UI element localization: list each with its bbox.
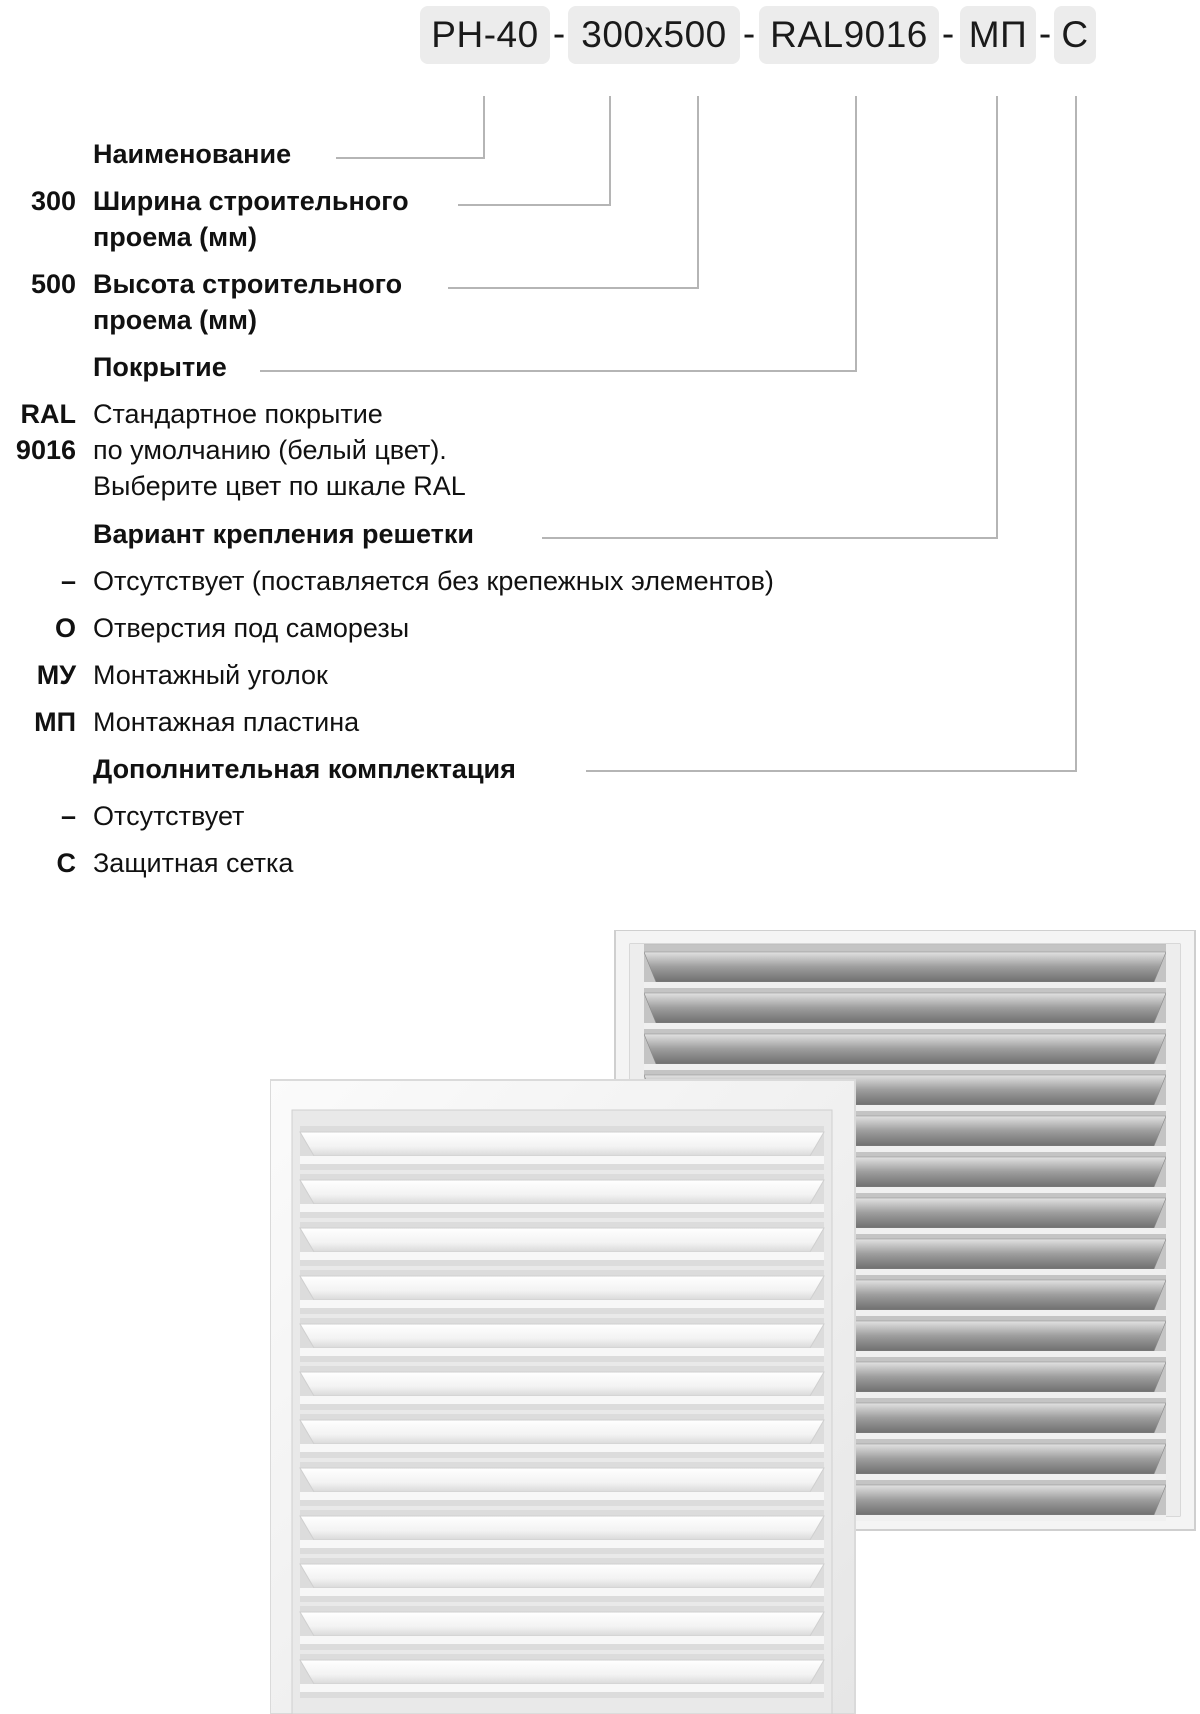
front-slat [300,1132,824,1156]
code-segment-name: РН-40 [420,6,550,64]
front-slat [300,1420,824,1444]
legend-code: – [60,566,76,596]
front-grille [270,1080,855,1714]
code-segment-extra: С [1054,6,1096,64]
front-slat [300,1516,824,1540]
code-segment-mount: МП [960,6,1036,64]
legend-code: С [56,848,76,878]
front-slat-lip [300,1684,824,1692]
code-separator: - [552,13,566,54]
front-slat [300,1180,824,1204]
legend-heading: Дополнительная комплектация [93,751,526,787]
back-slat [644,993,1166,1023]
legend-code: – [60,801,76,831]
code-segment-coating: RAL9016 [759,6,939,64]
front-slat-lip [300,1444,824,1452]
legend-heading: Вариант крепления решетки [93,516,484,552]
front-slat [300,1276,824,1300]
front-slat-lip [300,1636,824,1644]
front-slat-lip [300,1396,824,1404]
front-slat [300,1612,824,1636]
front-slat [300,1468,824,1492]
legend-code: RAL 9016 [15,399,76,465]
product-code [0,2,1200,64]
leader-line-name [336,96,484,158]
back-slat [644,952,1166,982]
back-slat [644,1034,1166,1064]
legend-code: МП [34,707,76,737]
front-slat [300,1228,824,1252]
product-photo [270,930,1200,1714]
legend-description: Защитная сетка [93,848,294,878]
code-separator: - [742,13,756,54]
front-slat [300,1324,824,1348]
front-slat-lip [300,1252,824,1260]
front-slat-lip [300,1588,824,1596]
legend-description: Монтажная пластина [93,707,360,737]
leader-line-mount [542,96,997,538]
legend-description: Отсутствует [93,801,245,831]
legend-heading: Покрытие [93,349,237,385]
back-slat-edge [644,1023,1166,1029]
front-slat-lip [300,1540,824,1548]
front-slat-lip [300,1300,824,1308]
code-separator: - [941,13,955,54]
front-slat-lip [300,1348,824,1356]
legend-description: Стандартное покрытие по умолчанию (белый цвет). Выберите цвет по шкале RAL [93,399,466,501]
code-segment-size: 300x500 [568,6,740,64]
front-slat [300,1372,824,1396]
front-slat-lip [300,1492,824,1500]
front-slat-lip [300,1204,824,1212]
legend-heading: Ширина строительного проема (мм) [93,183,419,255]
legend-description: Отсутствует (поставляется без крепежных элементов) [93,566,774,596]
legend-code: 300 [30,186,76,216]
legend-heading: Наименование [93,136,301,172]
leader-line-extra [586,96,1076,771]
leader-line-height [448,96,698,288]
back-slat-edge [644,982,1166,988]
legend-description: Монтажный уголок [93,660,328,690]
front-slat-lip [300,1156,824,1164]
front-slat [300,1660,824,1684]
front-slat [300,1564,824,1588]
code-separator: - [1038,13,1052,54]
legend-code: О [54,613,76,643]
legend-code: МУ [36,660,76,690]
back-slat-edge [644,1064,1166,1070]
legend-heading: Высота строительного проема (мм) [93,266,412,338]
legend-code: 500 [30,269,76,299]
leader-line-width [458,96,610,205]
legend-description: Отверстия под саморезы [93,613,410,643]
